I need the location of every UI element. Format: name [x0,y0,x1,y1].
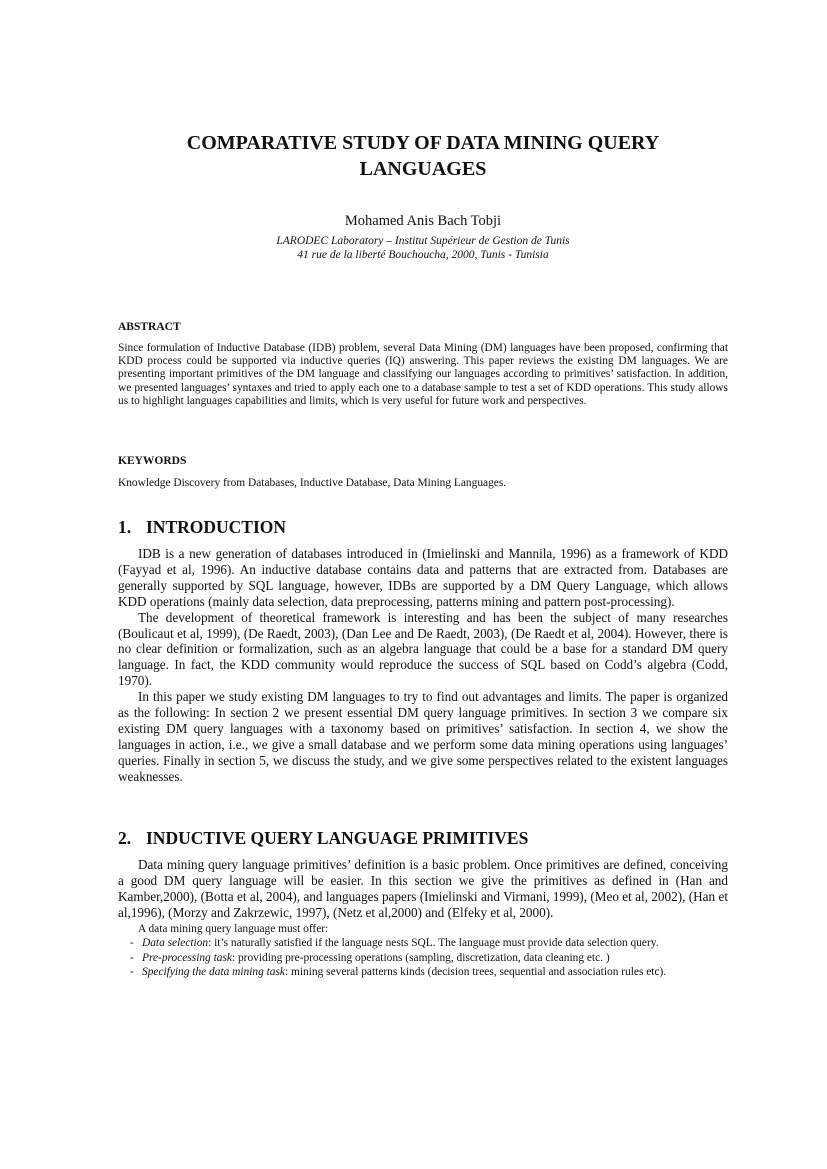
list-item-term: Pre-processing task [142,951,232,964]
section-1-paragraph-1: IDB is a new generation of databases introduced in (Imielinski and Mannila, 1996) as a framework of KDD (Fayyad et al, 1996). An inductive database contains data and patterns that are extracted from. Databases are generally supported by SQL language, however, IDBs are supported by a DM Query Language, which allows KDD operations (mainly data selection, data preprocessing, patterns mining and pattern post-processing). [118,546,728,609]
keywords-heading: KEYWORDS [118,455,187,467]
list-item [118,965,728,980]
list-dash: - [130,937,134,949]
section-1-title: INTRODUCTION [146,517,287,537]
list-item [118,951,728,966]
list-dash: - [130,951,134,964]
section-2-body [118,857,728,921]
section-1-number: 1. [118,517,132,537]
title-line-2: LANGUAGES [359,158,487,180]
list-item [118,936,728,951]
title-line-1: COMPARATIVE STUDY OF DATA MINING QUERY [186,132,660,154]
primitives-list-intro: A data mining query language must offer: [138,923,329,935]
list-item-text: : providing pre-processing operations (sampling, discretization, data cleaning etc. ) [231,951,610,964]
section-1-body [118,546,728,785]
abstract-text: Since formulation of Inductive Database (IDB) problem, several Data Mining (DM) languages have been proposed, confirming that KDD process could be supported via inductive queries (IQ) answering. This paper reviews the existing DM languages. We are presenting important primitives of the DM language and classifying our languages according to primitives’ satisfaction. In addition, we presented languages’ syntaxes and tried to apply each one to a database sample to test a set of KDD operations. This study allows us to highlight languages capabilities and limits, which is very useful for future work and perspectives. [118,342,728,407]
paper-title [118,130,728,182]
section-2-number: 2. [118,828,132,848]
affiliation-line-1: LARODEC Laboratory – Institut Supérieur de Gestion de Tunis [276,235,570,247]
author-name: Mohamed Anis Bach Tobji [344,213,502,229]
section-1-paragraph-3: In this paper we study existing DM languages to try to find out advantages and limits. The paper is organized as the following: In section 2 we present essential DM query language primitives. In section 3 we compare six existing DM query languages with a taxonomy based on primitives’ satisfaction. In section 4, we show the languages in action, i.e., we give a small database and we perform some data mining operations using languages’ queries. Finally in section 5, we discuss the study, and we give some perspectives related to the existent languages weaknesses. [118,689,728,784]
list-item-term: Data selection [142,937,209,949]
section-1-heading [118,516,286,538]
section-2-title: INDUCTIVE QUERY LANGUAGE PRIMITIVES [146,828,529,848]
list-item-text: : mining several patterns kinds (decision trees, sequential and association rules etc). [285,966,667,979]
keywords-text: Knowledge Discovery from Databases, Inductive Database, Data Mining Languages. [118,477,507,489]
abstract-heading: ABSTRACT [118,321,181,333]
section-1-paragraph-2: The development of theoretical framework is interesting and has been the subject of many researches (Boulicaut et al, 1999), (De Raedt, 2003), (Dan Lee and De Raedt, 2003), (De Raedt et al, 2004). However, there is no clear definition or formalization, such as an algebra language that could be a base for a standard DM query language. In fact, the KDD community would reproduce the success of SQL based on Codd’s algebra (Codd, 1970). [118,609,728,689]
affiliation-line-2: 41 rue de la liberté Bouchoucha, 2000, Tunis - Tunisia [297,249,549,261]
list-dash: - [130,966,134,979]
list-item-term: Specifying the data mining task [142,966,285,979]
section-2-heading [118,827,528,849]
section-2-paragraph-1: Data mining query language primitives’ definition is a basic problem. Once primitives are defined, conceiving a good DM query language will be easier. In this section we give the primitives as defined in (Han and Kamber,2000), (Botta et al, 2004), and languages papers (Imielinski and Virmani, 1999), (Meo et al, 2002), (Han et al,1996), (Morzy and Zakrzewic, 1997), (Netz et al,2000) and (Elfeky et al, 2000). [118,857,728,920]
list-item-text: : it’s naturally satisfied if the language nests SQL. The language must provide data selection query. [208,937,659,949]
primitives-list [118,936,728,980]
